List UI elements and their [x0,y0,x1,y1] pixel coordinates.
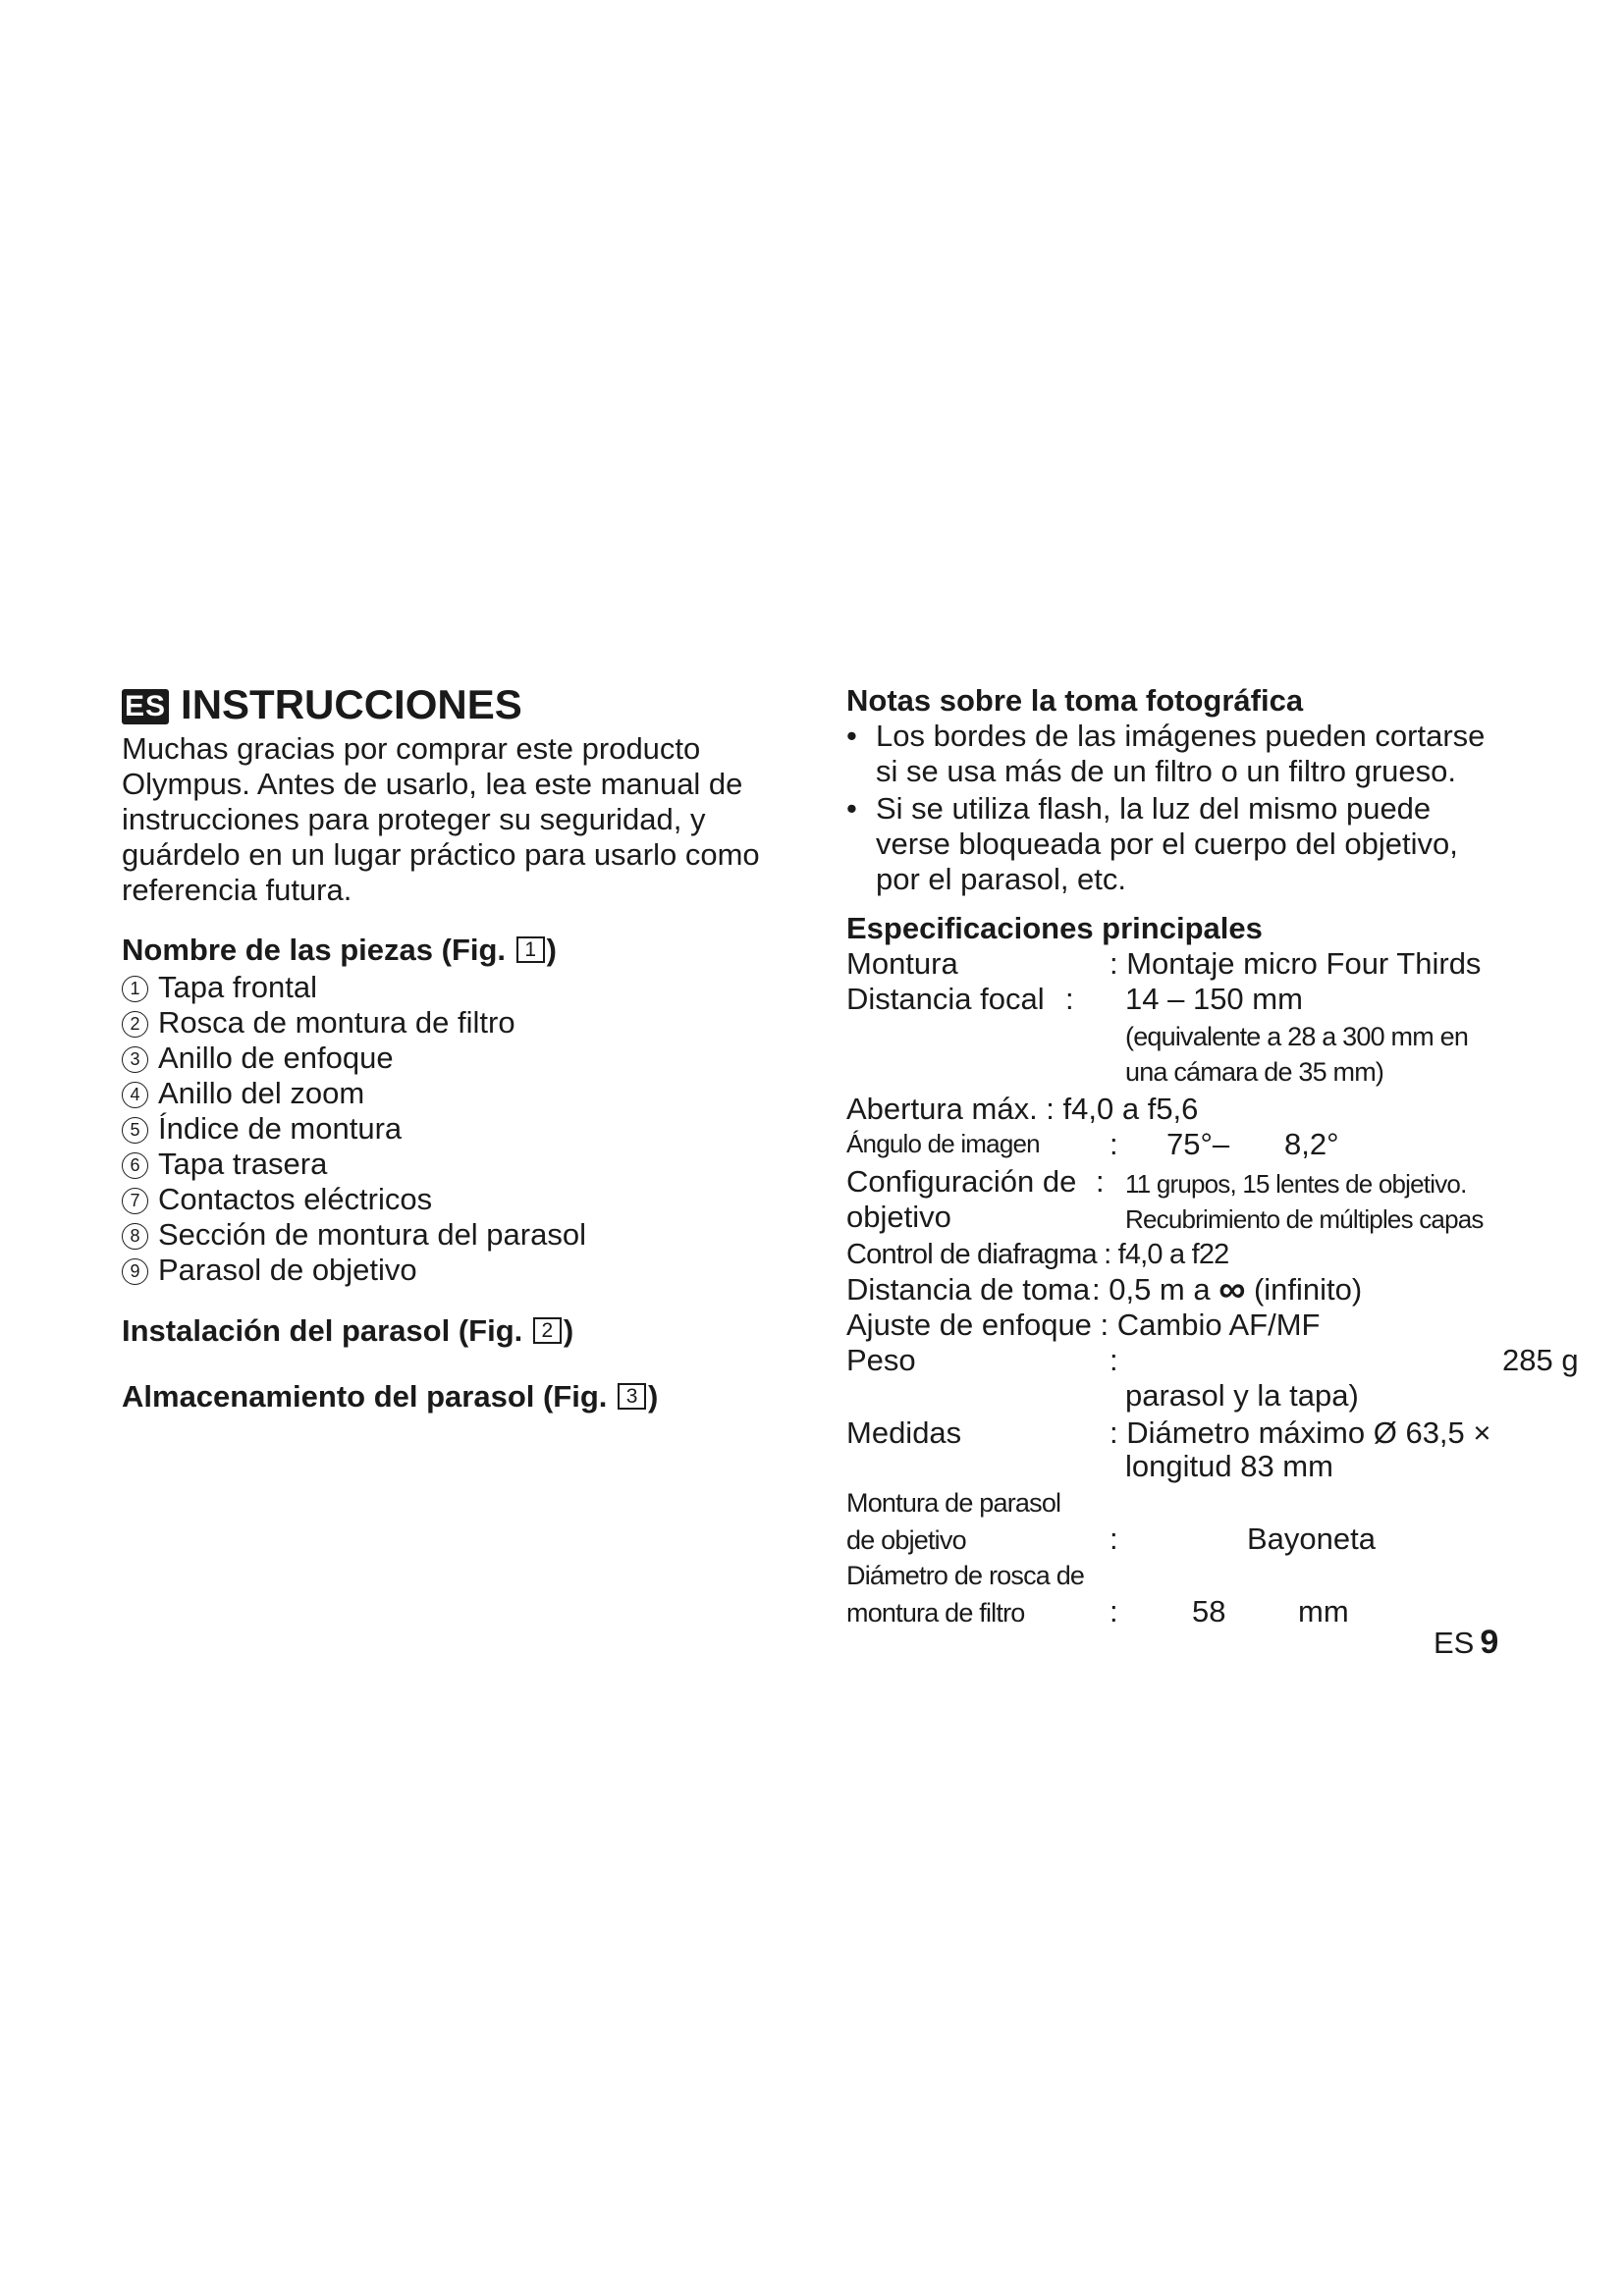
item-number: 6 [122,1152,148,1179]
spec-angle-value-1: 75°– [1166,1127,1230,1161]
spec-weight-note: parasol y la tapa) [1125,1378,1359,1413]
spec-mount-label: Montura [846,946,958,981]
spec-colon: : [1110,1127,1118,1161]
hood-install-heading: Instalación del parasol (Fig. 2 ) [122,1313,574,1348]
spec-dims-value: : Diámetro máximo Ø 63,5 × [1110,1415,1491,1450]
intro-paragraph [122,731,760,908]
list-item: 2 Rosca de montura de filtro [122,1005,586,1041]
title-text: INSTRUCCIONES [181,681,522,727]
item-number: 1 [122,976,148,1002]
spec-angle-value-2: 8,2° [1284,1127,1339,1161]
infinity-icon: ∞ [1218,1269,1246,1310]
spec-focus: Ajuste de enfoque : Cambio AF/MF [846,1308,1321,1342]
page-lang: ES [1434,1626,1475,1660]
spec-colon: : [1096,1164,1105,1199]
spec-distance-label: Distancia de toma [846,1272,1091,1307]
spec-colon: : [1110,1343,1118,1377]
spec-colon: : [1065,982,1074,1016]
list-item: 5 Índice de montura [122,1111,586,1147]
page-title [122,681,522,728]
spec-colon: : [1110,1594,1118,1629]
spec-focal-label: Distancia focal [846,982,1045,1016]
item-number: 3 [122,1046,148,1073]
spec-colon: : [1110,1522,1118,1556]
spec-weight-value: 285 g [1502,1343,1579,1377]
spec-distance-value: : 0,5 m a ∞ (infinito) [1092,1269,1363,1310]
spec-dims-label: Medidas [846,1415,962,1450]
intro-line: instrucciones para proteger su seguridad, y [122,802,706,836]
language-badge: ES [122,689,169,724]
spec-config-value: 11 grupos, 15 lentes de objetivo. Recubrimiento de múltiples capas [1125,1169,1484,1234]
spec-diaphragm: Control de diafragma : f4,0 a f22 [846,1239,1229,1270]
specs-heading: Especificaciones principales [846,911,1263,945]
spec-filter-label: Diámetro de rosca de montura de filtro [846,1561,1085,1628]
bullet-glyph: • [846,791,857,826]
item-number: 9 [122,1258,148,1285]
intro-line: Olympus. Antes de usarlo, lea este manual de [122,767,743,801]
spec-aperture: Abertura máx. : f4,0 a f5,6 [846,1092,1199,1126]
spec-config-label: Configuración de objetivo [846,1164,1077,1234]
notes-bullet-1: • Los bordes de las imágenes pueden cortarse si se usa más de un filtro o un filtro grueso. [846,719,1486,788]
list-item: 7 Contactos eléctricos [122,1182,586,1217]
spec-weight-label: Peso [846,1343,916,1377]
item-number: 4 [122,1082,148,1108]
fig-ref: 2 [533,1317,562,1344]
intro-line: guárdelo en un lugar práctico para usarlo como [122,837,760,872]
parts-list [122,970,586,1288]
spec-hood-mount-label: Montura de parasol de objetivo [846,1488,1061,1555]
spec-filter-value: 58 [1192,1594,1226,1629]
list-item: 6 Tapa trasera [122,1147,586,1182]
spec-dims-value-2: longitud 83 mm [1125,1449,1333,1483]
list-item: 8 Sección de montura del parasol [122,1217,586,1253]
item-number: 8 [122,1223,148,1250]
spec-focal-note: (equivalente a 28 a 300 mm en una cámara de 35 mm) [1125,1022,1469,1087]
bullet-glyph: • [846,719,857,753]
spec-mount-value: : Montaje micro Four Thirds [1110,946,1482,981]
list-item: 9 Parasol de objetivo [122,1253,586,1288]
page-num: 9 [1480,1624,1499,1661]
parts-heading: Nombre de las piezas (Fig. 1 ) [122,933,557,967]
notes-heading: Notas sobre la toma fotográfica [846,683,1304,718]
intro-line: Muchas gracias por comprar este producto [122,731,701,766]
spec-focal-value: 14 – 150 mm [1125,982,1303,1016]
item-number: 7 [122,1188,148,1214]
spec-angle-label: Ángulo de imagen [846,1129,1040,1158]
hood-storage-heading: Almacenamiento del parasol (Fig. 3 ) [122,1379,659,1414]
list-item: 3 Anillo de enfoque [122,1041,586,1076]
page-number [1434,1624,1498,1662]
item-number: 5 [122,1117,148,1144]
fig-ref: 3 [618,1383,646,1410]
list-item: 4 Anillo del zoom [122,1076,586,1111]
fig-ref: 1 [516,936,545,963]
spec-filter-unit: mm [1298,1594,1349,1629]
notes-bullet-2: • Si se utiliza flash, la luz del mismo puede verse bloqueada por el cuerpo del objetivo, por el parasol, etc. [846,791,1458,896]
spec-hood-mount-value: Bayoneta [1247,1522,1376,1556]
intro-line: referencia futura. [122,873,352,907]
item-number: 2 [122,1011,148,1038]
list-item: 1 Tapa frontal [122,970,586,1005]
